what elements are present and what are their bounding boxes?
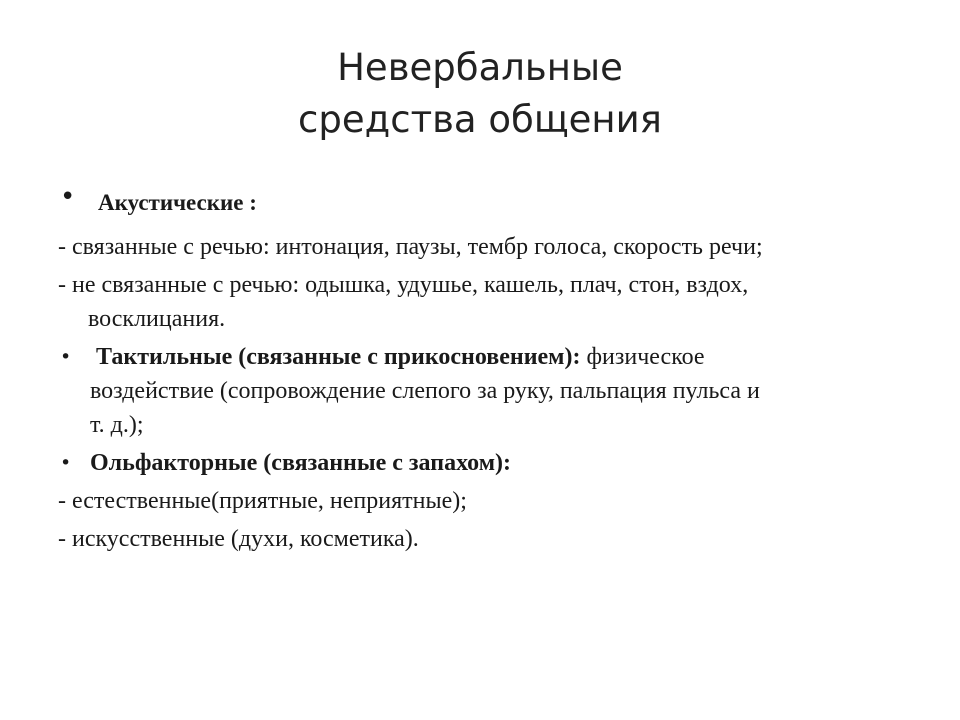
bullet-icon: • — [60, 452, 72, 474]
olfactory-natural-text: - естественные(приятные, неприятные); — [58, 488, 467, 514]
acoustic-nonspeech-item — [58, 268, 918, 336]
bullet-icon: • — [60, 346, 72, 368]
tactile-text-2: воздействие (сопровождение слепого за руку, пальпация пульса и — [90, 378, 760, 404]
tactile-text-1: физическое — [580, 344, 705, 370]
acoustic-speech-item — [58, 230, 918, 264]
bullet-tactile — [58, 340, 918, 442]
slide-title — [0, 42, 960, 146]
acoustic-speech-text: - связанные с речью: интонация, паузы, тембр голоса, скорость речи; — [58, 234, 763, 260]
olfactory-artificial-item — [58, 522, 918, 556]
title-line-2: средства общения — [298, 98, 662, 141]
olfactory-natural-item — [58, 484, 918, 518]
olfactory-artificial-text: - искусственные (духи, косметика). — [58, 526, 419, 552]
bullet-acoustic — [58, 178, 918, 226]
title-line-1: Невербальные — [337, 46, 623, 89]
tactile-text-3: т. д.); — [90, 412, 144, 438]
acoustic-nonspeech-text-1: - не связанные с речью: одышка, удушье, кашель, плач, стон, вздох, — [58, 272, 749, 298]
bullet-icon: • — [60, 182, 76, 212]
acoustic-label: Акустические : — [98, 190, 257, 215]
acoustic-nonspeech-text-2: восклицания. — [88, 306, 226, 332]
bullet-olfactory — [58, 446, 918, 480]
slide-body — [58, 178, 918, 556]
olfactory-label: Ольфакторные (связанные с запахом): — [90, 450, 512, 476]
tactile-label: Тактильные (связанные с прикосновением): — [96, 344, 581, 370]
